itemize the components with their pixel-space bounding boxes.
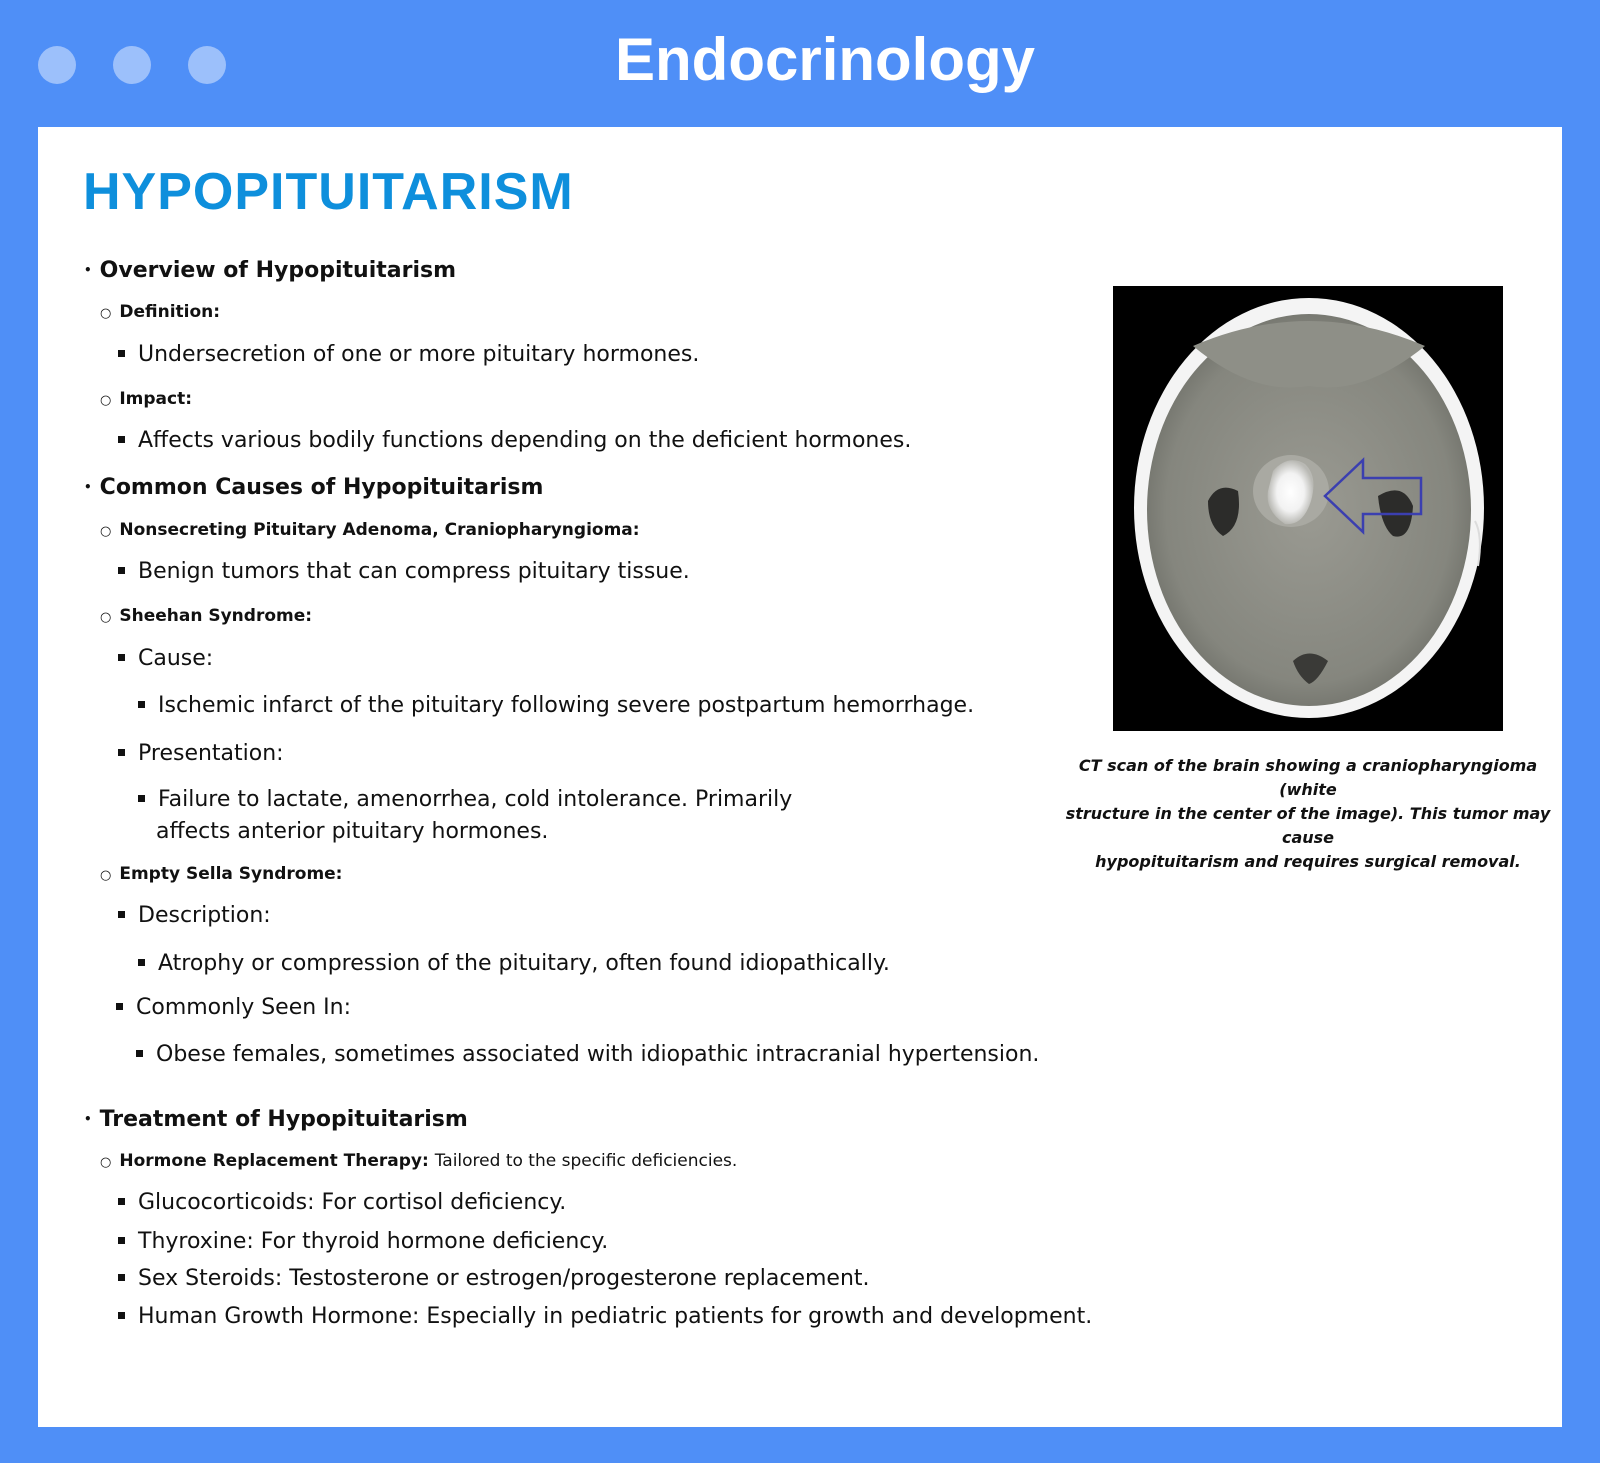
window-title: Endocrinology bbox=[615, 26, 1035, 93]
figure-caption bbox=[1053, 754, 1563, 874]
impact-text: Affects various bodily functions depending on the deficient hormones. bbox=[118, 428, 911, 453]
bullet-square-icon bbox=[118, 749, 125, 756]
bullet-square-icon bbox=[118, 1198, 125, 1205]
bullet-square-icon bbox=[118, 1312, 125, 1319]
empty-description-label: Description: bbox=[118, 903, 271, 928]
empty-description-text: Atrophy or compression of the pituitary, often found idiopathically. bbox=[138, 951, 890, 976]
bullet-square-icon bbox=[116, 1003, 123, 1010]
ct-scan-drawing bbox=[1113, 286, 1503, 731]
impact-label: ○ Impact: bbox=[100, 389, 193, 409]
empty-seen-label: Commonly Seen In: bbox=[116, 995, 351, 1020]
bullet-square-icon bbox=[138, 795, 145, 802]
sheehan-label: ○ Sheehan Syndrome: bbox=[100, 606, 313, 626]
treatment-item: Sex Steroids: Testosterone or estrogen/progesterone replacement. bbox=[118, 1266, 870, 1291]
bullet-square-icon bbox=[118, 654, 125, 661]
bullet-circle-icon: ○ bbox=[100, 306, 112, 321]
bullet-square-icon bbox=[136, 1050, 143, 1057]
adenoma-text: Benign tumors that can compress pituitary tissue. bbox=[118, 559, 690, 584]
bullet-dot-icon: • bbox=[84, 263, 92, 277]
bullet-dot-icon: • bbox=[84, 480, 92, 494]
treatment-item: Thyroxine: For thyroid hormone deficiency. bbox=[118, 1229, 608, 1254]
sheehan-cause-text: Ischemic infarct of the pituitary following severe postpartum hemorrhage. bbox=[138, 693, 974, 718]
bullet-circle-icon: ○ bbox=[100, 610, 112, 625]
sheehan-presentation-label: Presentation: bbox=[118, 741, 284, 766]
bullet-square-icon bbox=[118, 1274, 125, 1281]
definition-text: Undersecretion of one or more pituitary hormones. bbox=[118, 342, 699, 367]
bullet-circle-icon: ○ bbox=[100, 524, 112, 539]
bullet-circle-icon: ○ bbox=[100, 393, 112, 408]
caption-line-3: hypopituitarism and requires surgical removal. bbox=[1095, 852, 1521, 871]
definition-label: ○ Definition: bbox=[100, 302, 221, 322]
empty-sella-label: ○ Empty Sella Syndrome: bbox=[100, 864, 343, 884]
treatment-item: Human Growth Hormone: Especially in pediatric patients for growth and development. bbox=[118, 1304, 1092, 1329]
hrt-text: Tailored to the specific deficiencies. bbox=[434, 1151, 738, 1171]
bullet-dot-icon: • bbox=[84, 1112, 92, 1126]
sheehan-presentation-text: Failure to lactate, amenorrhea, cold intolerance. Primarily affects anterior pituitary hormones. bbox=[138, 784, 792, 848]
overview-heading: • Overview of Hypopituitarism bbox=[84, 258, 457, 283]
ct-scan-image bbox=[1113, 286, 1503, 731]
bullet-circle-icon: ○ bbox=[100, 1155, 112, 1170]
adenoma-label: ○ Nonsecreting Pituitary Adenoma, Craniopharyngioma: bbox=[100, 520, 640, 540]
sheehan-cause-label: Cause: bbox=[118, 646, 213, 671]
content-panel bbox=[38, 127, 1562, 1427]
bullet-square-icon bbox=[118, 436, 125, 443]
bullet-square-icon bbox=[118, 1237, 125, 1244]
hrt-label: ○ Hormone Replacement Therapy: Tailored to the specific deficiencies. bbox=[100, 1151, 738, 1171]
empty-seen-text: Obese females, sometimes associated with idiopathic intracranial hypertension. bbox=[136, 1042, 1039, 1067]
bullet-circle-icon: ○ bbox=[100, 868, 112, 883]
causes-heading: • Common Causes of Hypopituitarism bbox=[84, 475, 544, 500]
bullet-square-icon bbox=[118, 911, 125, 918]
caption-line-1: CT scan of the brain showing a craniopharyngioma (white bbox=[1078, 756, 1538, 799]
bullet-square-icon bbox=[138, 959, 145, 966]
page-title: HYPOPITUITARISM bbox=[83, 163, 574, 221]
bullet-square-icon bbox=[118, 350, 125, 357]
treatment-heading: • Treatment of Hypopituitarism bbox=[84, 1107, 468, 1132]
caption-line-2: structure in the center of the image). This tumor may cause bbox=[1065, 804, 1551, 847]
bullet-square-icon bbox=[138, 701, 145, 708]
bullet-square-icon bbox=[118, 567, 125, 574]
treatment-item: Glucocorticoids: For cortisol deficiency. bbox=[118, 1190, 566, 1215]
